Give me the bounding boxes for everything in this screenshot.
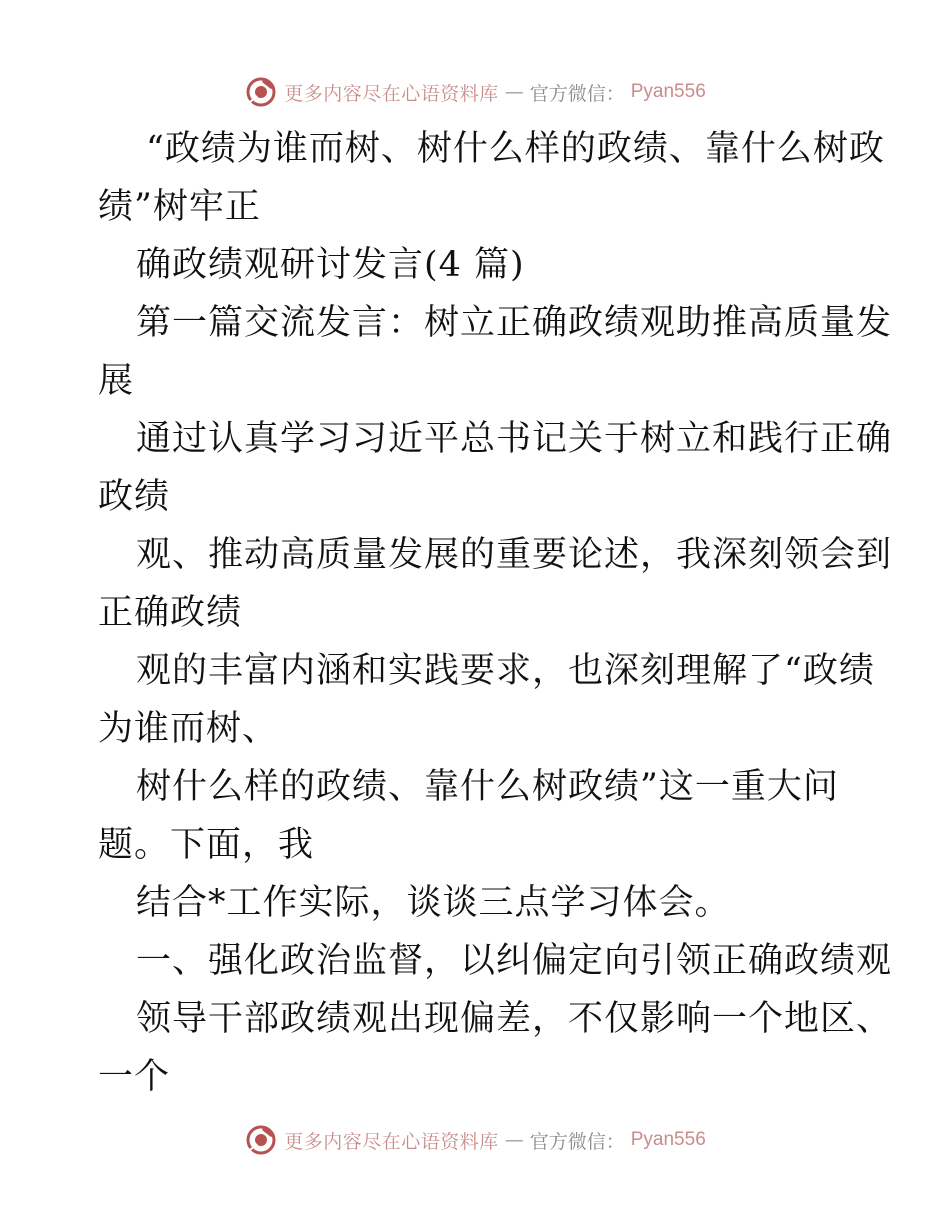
logo-icon	[244, 75, 278, 109]
text-line: 确政绩观研讨发言(4 篇)	[136, 245, 525, 285]
text-line: 题。下面，我	[98, 825, 315, 865]
header-banner	[0, 72, 950, 112]
banner-wechat-id: Pyan556	[630, 1129, 706, 1150]
banner-wechat-id: Pyan556	[630, 81, 706, 102]
text-line: 观的丰富内涵和实践要求，也深刻理解了“政绩	[136, 651, 875, 691]
text-line: “政绩为谁而树、树什么样的政绩、靠什么树政	[146, 129, 885, 169]
banner-dash: —	[504, 81, 524, 103]
text-line: 结合*工作实际，谈谈三点学习体会。	[136, 883, 731, 923]
banner-official-label: 官方微信：	[529, 82, 625, 105]
text-line: 一、强化政治监督，以纠偏定向引领正确政绩观	[136, 941, 893, 981]
banner-title: 更多内容尽在心语资料库	[284, 82, 499, 105]
body-text	[98, 120, 893, 1106]
logo-icon	[244, 1123, 278, 1157]
text-line: 领导干部政绩观出现偏差，不仅影响一个地区、	[136, 999, 893, 1039]
text-line: 展	[98, 361, 135, 401]
footer-banner	[0, 1120, 950, 1160]
text-line: 政绩	[98, 477, 171, 517]
text-line: 一个	[98, 1057, 171, 1097]
text-line: 为谁而树、	[98, 709, 279, 749]
text-line: 正确政绩	[98, 593, 243, 633]
text-line: 观、推动高质量发展的重要论述，我深刻领会到	[136, 535, 893, 575]
banner-dash: —	[504, 1129, 524, 1151]
banner-official-label: 官方微信：	[529, 1130, 625, 1153]
text-line: 树什么样的政绩、靠什么树政绩”这一重大问	[136, 767, 839, 807]
banner-title: 更多内容尽在心语资料库	[284, 1130, 499, 1153]
text-line: 第一篇交流发言：树立正确政绩观助推高质量发	[136, 303, 893, 343]
text-line: 绩”树牢正	[98, 187, 261, 227]
text-line: 通过认真学习习近平总书记关于树立和践行正确	[136, 419, 893, 459]
